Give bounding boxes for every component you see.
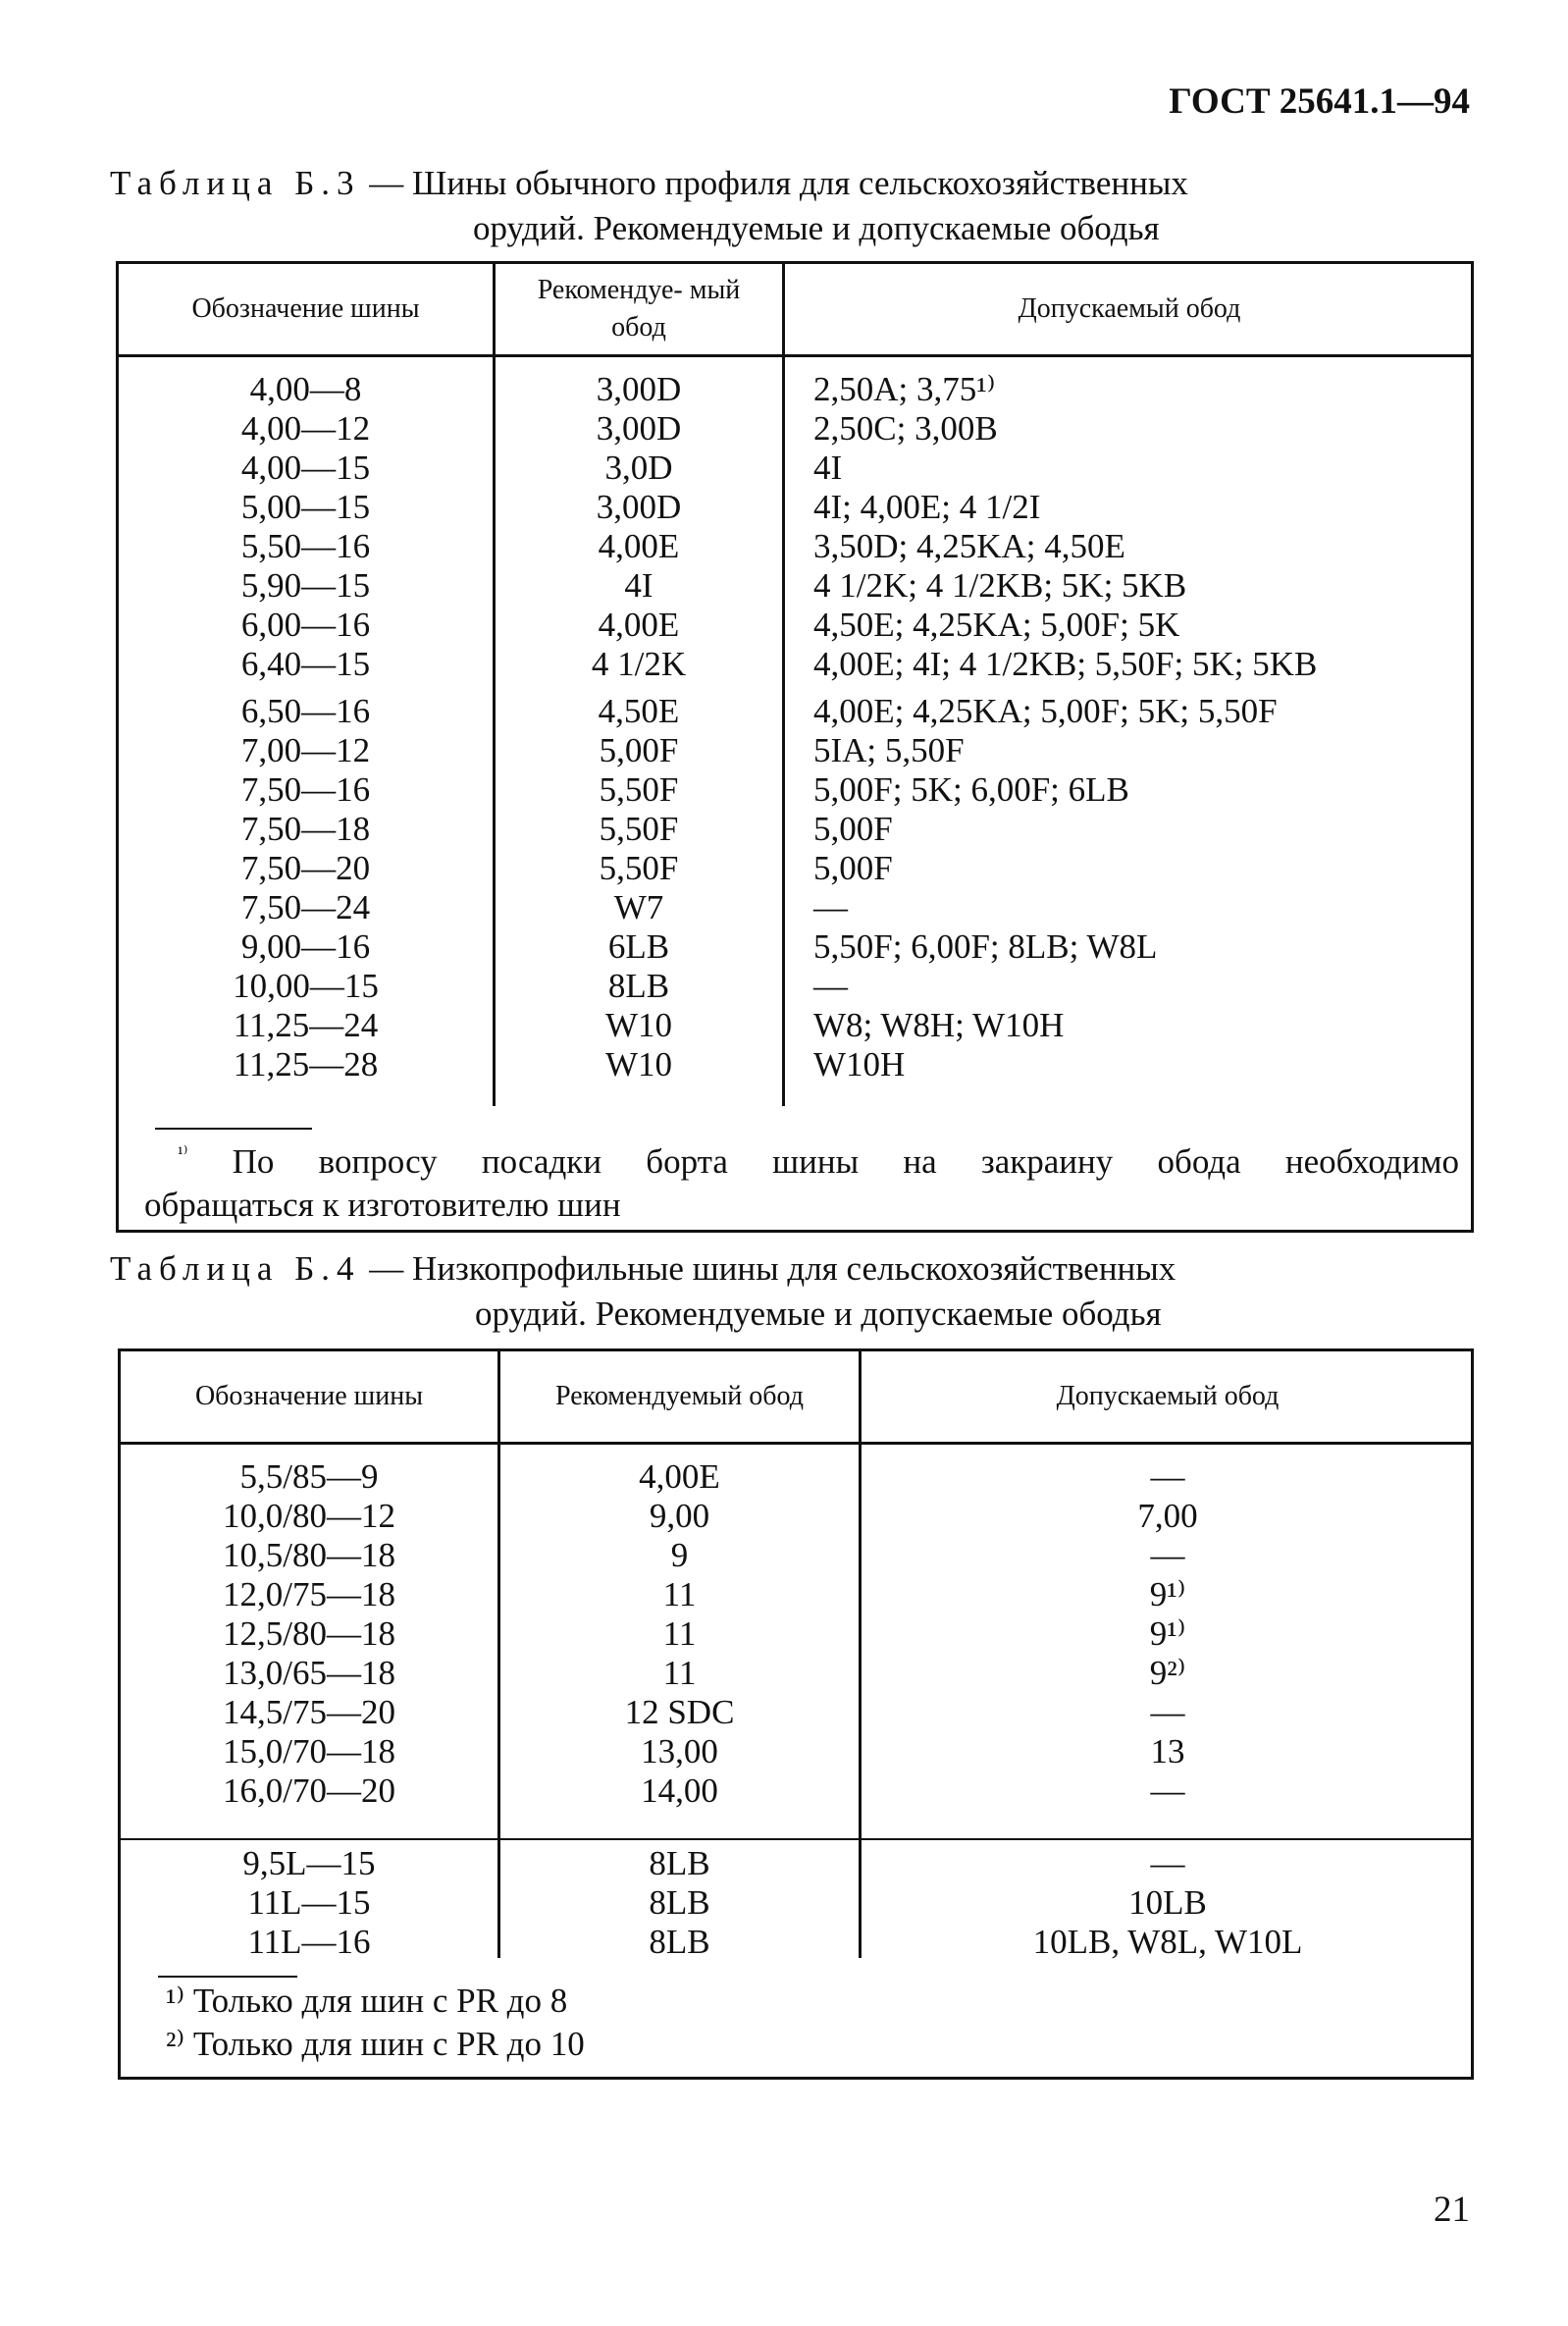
- table-cell: 3,00D: [596, 370, 682, 408]
- table-cell: 3,00D: [596, 409, 682, 448]
- table-cell: —: [1150, 1457, 1185, 1496]
- table3-header-tire: Обозначение шины: [191, 293, 420, 324]
- table-cell: 9¹⁾: [1149, 1614, 1186, 1653]
- table3-title-line1: Шины обычного профиля для сельскохозяйственных: [412, 164, 1188, 202]
- table4-title-line2: орудий. Рекомендуемые и допускаемые ободья: [475, 1295, 1162, 1333]
- table3-header-recommended: Рекомендуе- мый обод: [537, 275, 741, 343]
- table-cell: —: [1150, 1771, 1185, 1810]
- header-divider: [121, 1442, 1471, 1445]
- table-cell: 4I: [624, 566, 653, 605]
- table-cell: —: [813, 888, 848, 926]
- table3-caption: Таблица Б.3 — Шины обычного профиля для сельскохозяйственных орудий. Рекомендуемые и допускаемые ободья: [110, 161, 1474, 251]
- table-cell: 4,00—8: [249, 370, 362, 408]
- header-divider: [119, 354, 1471, 357]
- table-cell: 9: [670, 1536, 689, 1574]
- table-cell: 10LB: [1128, 1883, 1207, 1922]
- table-cell: 4I: [813, 449, 843, 487]
- table-cell: 14,5/75—20: [223, 1693, 395, 1731]
- table-cell: 13,00: [641, 1732, 718, 1771]
- table-cell: 12,0/75—18: [223, 1575, 395, 1613]
- table3-col-tire: [119, 370, 493, 1084]
- table-cell: 11L—15: [247, 1883, 371, 1922]
- table-cell: —: [1150, 1844, 1185, 1882]
- table-cell: —: [813, 967, 848, 1005]
- table-cell: 7,50—16: [240, 770, 371, 809]
- table-cell: 3,00D: [596, 488, 682, 526]
- footnote-rule: [158, 1976, 297, 1978]
- table-cell: 8LB: [649, 1844, 710, 1882]
- table-cell: —: [1150, 1693, 1185, 1731]
- table-cell: 3,50D; 4,25KA; 4,50E: [813, 527, 1125, 565]
- table4-group2-permitted: [862, 1844, 1474, 1962]
- table-cell: 4,00E: [598, 606, 680, 644]
- table-cell: 4,00E: [639, 1457, 720, 1496]
- table-cell: 4,50E; 4,25KA; 5,00F; 5K: [813, 606, 1180, 644]
- table4-group2-recommended: [500, 1844, 859, 1962]
- table-cell: 4 1/2K: [591, 645, 687, 683]
- table4: [118, 1348, 1474, 2080]
- table-cell: 2,50C; 3,00B: [813, 409, 998, 448]
- table-cell: 11: [662, 1654, 697, 1692]
- table-cell: 10,5/80—18: [223, 1536, 395, 1574]
- table-cell: W7: [613, 888, 664, 926]
- footnote-rule: [155, 1128, 312, 1130]
- table-cell: 6,00—16: [240, 606, 371, 644]
- table-cell: 7,00: [1137, 1497, 1198, 1535]
- table-cell: 13: [1150, 1732, 1185, 1771]
- table-cell: 5,50F: [599, 770, 679, 809]
- table-cell: 15,0/70—18: [223, 1732, 395, 1771]
- table-cell: 5,50F: [599, 849, 679, 887]
- footnote-1: ¹⁾ Только для шин с PR до 8: [166, 1982, 568, 2020]
- table3-title-line2: орудий. Рекомендуемые и допускаемые ободья: [473, 209, 1160, 247]
- table-cell: 6,40—15: [240, 645, 371, 683]
- table4-label: Таблица Б.4: [110, 1249, 361, 1288]
- table4-col-recommended: [500, 1457, 859, 1811]
- table3-col-recommended: [496, 370, 782, 1084]
- table-cell: 9,00—16: [240, 927, 371, 966]
- table-cell: W10: [604, 1045, 673, 1084]
- table-cell: 11: [662, 1575, 697, 1613]
- table4-caption: Таблица Б.4 — Низкопрофильные шины для сельскохозяйственных орудий. Рекомендуемые и допускаемые ободья: [110, 1246, 1474, 1337]
- table-cell: W10: [604, 1006, 673, 1044]
- table-cell: 4,00E; 4I; 4 1/2KB; 5,50F; 5K; 5KB: [813, 645, 1318, 683]
- table3-col-permitted: [813, 370, 1471, 1084]
- table4-header-permitted: Допускаемый обод: [1056, 1381, 1280, 1411]
- table-cell: 3,0D: [604, 449, 673, 487]
- table4-header-tire: Обозначение шины: [194, 1381, 424, 1411]
- table-cell: 5,00F: [813, 849, 893, 887]
- table-cell: 9,5L—15: [242, 1844, 376, 1882]
- table-cell: 12 SDC: [624, 1693, 735, 1731]
- page-number: 21: [1434, 2190, 1470, 2230]
- table-cell: 5,50F: [599, 810, 679, 848]
- table-cell: 4I; 4,00E; 4 1/2I: [813, 488, 1041, 526]
- table-cell: 10,0/80—12: [223, 1497, 395, 1535]
- table-cell: 4,00—15: [240, 449, 371, 487]
- table3: [116, 261, 1474, 1233]
- column-divider: [782, 264, 785, 1106]
- table-cell: 16,0/70—20: [223, 1771, 395, 1810]
- table-cell: —: [1150, 1536, 1185, 1574]
- table-cell: 5,50—16: [240, 527, 371, 565]
- table-cell: 13,0/65—18: [223, 1654, 395, 1692]
- table-cell: 5,90—15: [240, 566, 371, 605]
- table3-footnote: $^{^{1)}}$ По вопросу посадки борта шины на закраину обода необходимо обращаться к изготовителю шин: [144, 1142, 1459, 1224]
- table-cell: 5,50F; 6,00F; 8LB; W8L: [813, 927, 1158, 966]
- table4-group2-tire: [121, 1844, 497, 1962]
- table4-col-tire: [121, 1457, 497, 1811]
- table-cell: 2,50A; 3,75¹⁾: [813, 370, 996, 408]
- table-cell: 6LB: [607, 927, 670, 966]
- table-cell: 8LB: [649, 1883, 710, 1922]
- table-cell: 5,00F: [599, 731, 679, 769]
- table-cell: 9,00: [649, 1497, 710, 1535]
- table-cell: 11,25—28: [233, 1045, 379, 1084]
- table3-header-permitted: Допускаемый обод: [1018, 293, 1241, 324]
- table-cell: 7,50—20: [240, 849, 371, 887]
- table-cell: 5,5/85—9: [239, 1457, 379, 1496]
- table-cell: 8LB: [607, 967, 670, 1005]
- table4-title-line1: Низкопрофильные шины для сельскохозяйственных: [412, 1249, 1176, 1288]
- table-cell: W8; W8H; W10H: [813, 1006, 1065, 1044]
- table-cell: 11: [662, 1614, 697, 1653]
- table-cell: 5,00F; 5K; 6,00F; 6LB: [813, 770, 1129, 809]
- table3-label: Таблица Б.3: [110, 164, 361, 202]
- table-cell: 6,50—16: [240, 692, 371, 730]
- table-cell: 11,25—24: [233, 1006, 379, 1044]
- group-divider: [121, 1838, 1471, 1840]
- table4-header-recommended: Рекомендуемый обод: [555, 1381, 804, 1411]
- table-cell: 7,00—12: [240, 731, 371, 769]
- table-cell: 4,00—12: [240, 409, 371, 448]
- table-cell: 12,5/80—18: [223, 1614, 395, 1653]
- table-cell: 4,00E: [598, 527, 680, 565]
- table-cell: 7,50—18: [240, 810, 371, 848]
- table-cell: 4,00E; 4,25KA; 5,00F; 5K; 5,50F: [813, 692, 1278, 730]
- table-cell: 10,00—15: [233, 967, 379, 1005]
- table-cell: 7,50—24: [240, 888, 371, 926]
- table-cell: 11L—16: [247, 1923, 371, 1961]
- table-cell: 9²⁾: [1149, 1654, 1186, 1692]
- footnote-2: ²⁾ Только для шин с PR до 10: [166, 2025, 585, 2063]
- table-cell: 10LB, W8L, W10L: [1032, 1923, 1303, 1961]
- table-cell: W10H: [813, 1045, 906, 1084]
- table-cell: 14,00: [641, 1771, 718, 1810]
- table-cell: 5IA; 5,50F: [813, 731, 965, 769]
- table4-footnotes: [166, 1980, 585, 2066]
- table-cell: 5,00—15: [240, 488, 371, 526]
- table-cell: 8LB: [649, 1923, 710, 1961]
- table4-col-permitted: [862, 1457, 1474, 1811]
- table-cell: 9¹⁾: [1149, 1575, 1186, 1613]
- table-cell: 4,50E: [598, 692, 680, 730]
- document-header: ГОСТ 25641.1—94: [1169, 81, 1470, 122]
- table-cell: 5,00F: [813, 810, 893, 848]
- table-cell: 4 1/2K; 4 1/2KB; 5K; 5KB: [813, 566, 1187, 605]
